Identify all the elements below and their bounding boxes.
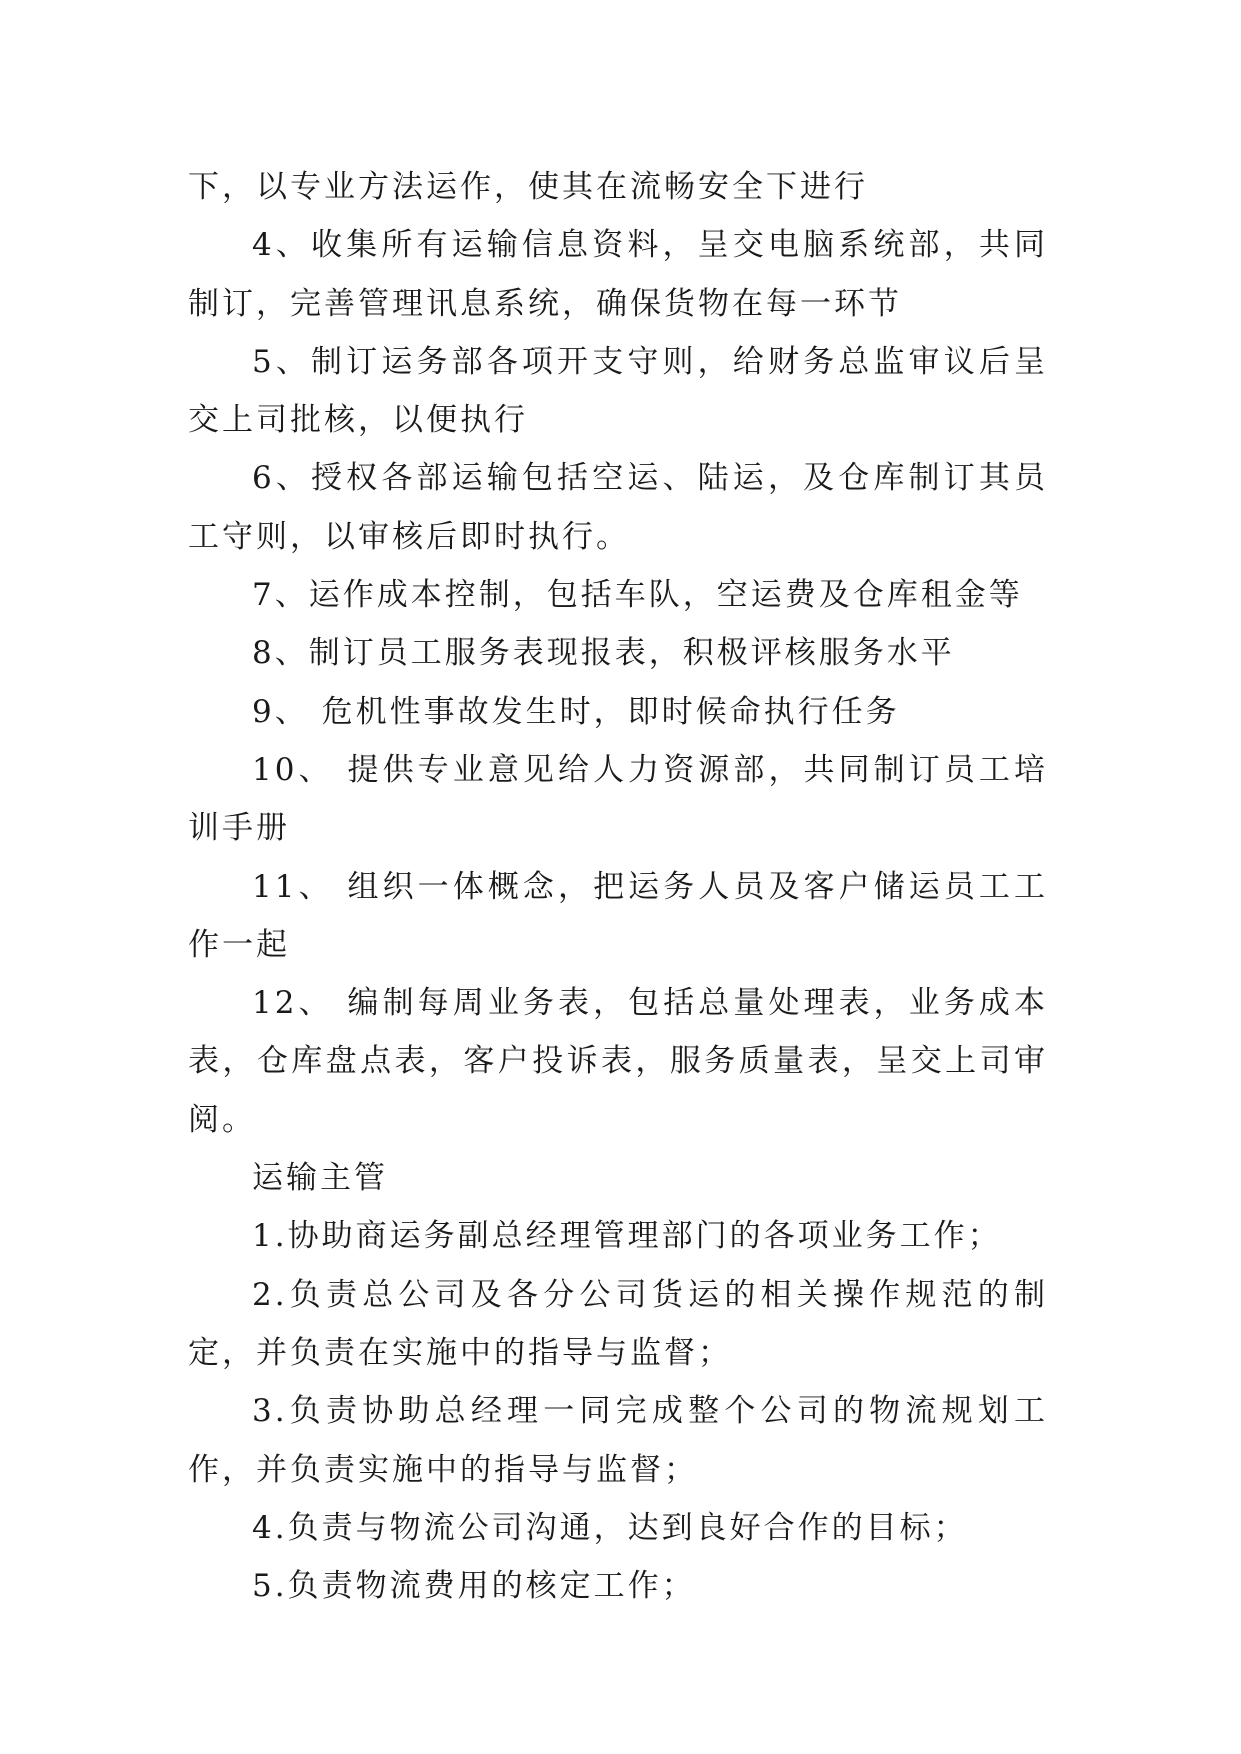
paragraph-8: 10、 提供专业意见给人力资源部，共同制订员工培训手册 [188,751,1048,847]
paragraph-14: 3.负责协助总经理一同完成整个公司的物流规划工作，并负责实施中的指导与监督； [188,1393,1048,1488]
paragraph-4: 6、授权各部运输包括空运、陆运，及仓库制订其员工守则，以审核后即时执行。 [188,460,1048,555]
paragraph-6: 8、制订员工服务表现报表，积极评核服务水平 [252,635,955,672]
paragraph-13: 2.负责总公司及各分公司货运的相关操作规范的制定，并负责在实施中的指导与监督； [188,1276,1048,1371]
paragraph-1: 下，以专业方法运作，使其在流畅安全下进行 [188,169,868,205]
paragraph-2: 4、收集所有运输信息资料，呈交电脑系统部，共同制订，完善管理讯息系统，确保货物在每一环节 [188,227,1048,322]
paragraph-3: 5、制订运务部各项开支守则，给财务总监审议后呈交上司批核，以便执行 [188,343,1048,439]
paragraph-5: 7、运作成本控制，包括车队，空运费及仓库租金等 [252,577,1023,614]
document-body [188,158,1048,1615]
paragraph-10: 12、 编制每周业务表，包括总量处理表，业务成本表，仓库盘点表，客户投诉表，服务质量表，呈交上司审阅。 [188,985,1048,1138]
paragraph-16: 5.负责物流费用的核定工作； [252,1568,696,1605]
paragraph-15: 4.负责与物流公司沟通，达到良好合作的目标； [252,1509,968,1546]
paragraph-9: 11、 组织一体概念，把运务人员及客户储运员工工作一起 [188,868,1048,963]
paragraph-12: 1.协助商运务副总经理管理部门的各项业务工作； [252,1218,1002,1255]
section-heading: 运输主管 [252,1160,388,1197]
paragraph-7: 9、 危机性事故发生时，即时候命执行任务 [252,693,900,730]
